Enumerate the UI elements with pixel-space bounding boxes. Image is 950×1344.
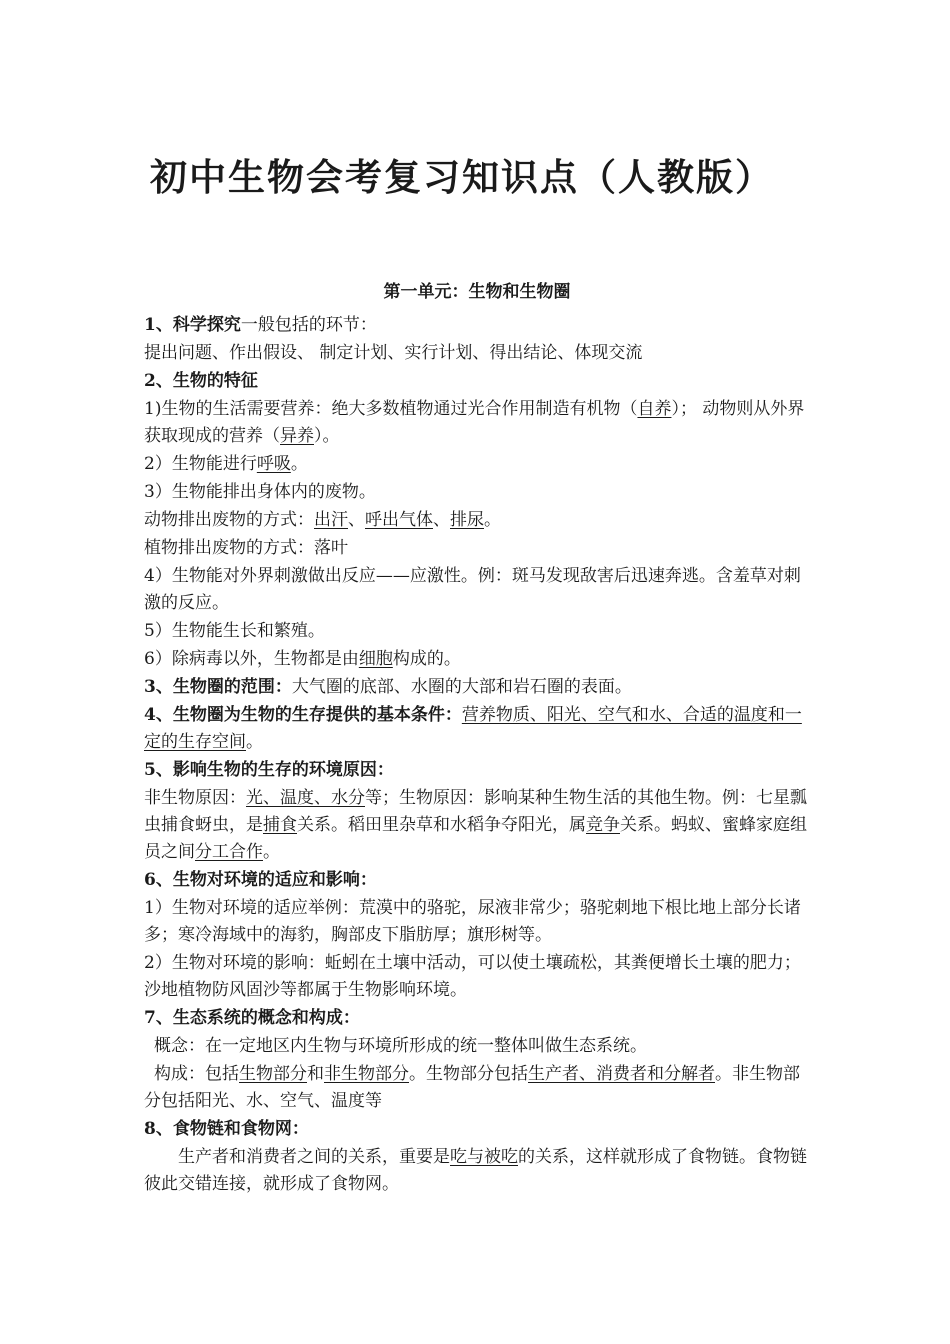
body-text: 3）生物能排出身体内的废物。 [144, 482, 376, 502]
unit-title: 第一单元：生物和生物圈 [383, 282, 571, 302]
underlined-key-term: 光、温度、水分 [246, 788, 365, 808]
body-text: 一般包括的环节： [240, 315, 377, 335]
bold-heading-text: 3、生物圈的范围： [144, 677, 292, 697]
body-text: 关系。稻田里杂草和水稻争夺阳光，属 [297, 815, 586, 835]
paragraph-7 [144, 507, 810, 534]
body-text: 的关系，这样就形成了食物链。食物链彼此交错连接，就形成了食物网。 [144, 1147, 807, 1194]
body-text: 6）除病毒以外，生物都是由 [144, 649, 359, 669]
document-title: 初中生物会考复习知识点（人教版） [150, 156, 774, 199]
paragraph-15 [144, 785, 810, 866]
document-body [144, 278, 810, 1199]
body-text: 大气圈的底部、水圈的大部和岩石圈的表面。 [291, 677, 632, 697]
body-text: 非生物原因： [144, 788, 246, 808]
paragraph-11 [144, 646, 810, 673]
body-text: 1)生物的生活需要营养：绝大多数植物通过光合作用制造有机物（ [144, 399, 638, 419]
paragraph-16 [144, 867, 810, 894]
body-text: ）。 [314, 426, 340, 446]
body-text: 构成：包括 [154, 1064, 239, 1084]
body-text: 5）生物能生长和繁殖。 [144, 621, 325, 641]
underlined-key-term: 细胞 [358, 649, 393, 669]
paragraph-8 [144, 535, 810, 562]
body-text: 提出问题、作出假设、 制定计划、实行计划、得出结论、体现交流 [144, 343, 643, 363]
body-text: ）； 动物则从外界获取现成的营养（ [144, 399, 805, 446]
paragraph-6 [144, 479, 810, 506]
paragraph-17 [144, 895, 810, 949]
paragraph-3 [144, 368, 810, 395]
paragraph-18 [144, 950, 810, 1004]
bold-heading-text: 7、生态系统的概念和构成： [144, 1008, 360, 1028]
paragraph-2 [144, 340, 810, 367]
bold-heading-text: 4、生物圈为生物的生存提供的基本条件： [144, 705, 462, 725]
bold-heading-text: 2、生物的特征 [144, 371, 258, 391]
bold-heading-text: 5、影响生物的生存的环境原因： [144, 760, 394, 780]
paragraph-19 [144, 1005, 810, 1032]
body-text: 、 [433, 510, 450, 530]
underlined-key-term: 出汗 [314, 510, 348, 530]
body-text: 。 [263, 842, 280, 862]
paragraph-20 [144, 1033, 810, 1060]
underlined-key-term: 捕食 [263, 815, 297, 835]
underlined-key-term: 生物部分 [239, 1064, 307, 1084]
paragraph-23 [144, 1144, 810, 1198]
underlined-key-term: 营养物质、阳光、空气和水、合适的温度和一定的生存空间 [144, 705, 802, 752]
underlined-key-term: 竞争 [586, 815, 620, 835]
paragraph-5 [144, 451, 810, 478]
underlined-key-term: 生产者、消费者和分解者 [528, 1064, 715, 1084]
body-text: 。 [290, 454, 308, 474]
body-text: 构成的。 [392, 649, 461, 669]
body-text: 4）生物能对外界刺激做出反应——应激性。例：斑马发现敌害后迅速奔逃。含羞草对刺激的反应。 [144, 566, 801, 613]
paragraph-13 [144, 702, 810, 756]
bold-heading-text: 6、生物对环境的适应和影响： [144, 870, 377, 890]
paragraph-4 [144, 396, 810, 450]
body-text: 1）生物对环境的适应举例：荒漠中的骆驼，尿液非常少；骆驼刺地下根比地上部分长诸多；寒冷海域中的海豹，胸部皮下脂肪厚；旗形树等。 [144, 898, 801, 945]
body-text: 2）生物对环境的影响：蚯蚓在土壤中活动，可以使土壤疏松，其粪便增长土壤的肥力；沙地植物防风固沙等都属于生物影响环境。 [144, 953, 801, 1000]
paragraph-12 [144, 674, 810, 701]
paragraph-14 [144, 757, 810, 784]
body-text: 、 [348, 510, 365, 530]
body-text: 等；生物原因：影响某种生物生活的其他生物。例：七星瓢虫捕食蚜虫，是 [144, 788, 807, 835]
body-text: 2）生物能进行 [144, 454, 257, 474]
paragraph-9 [144, 563, 810, 617]
body-text: 。 [484, 510, 501, 530]
underlined-key-term: 排尿 [450, 510, 484, 530]
underlined-key-term: 呼吸 [256, 454, 291, 474]
underlined-key-term: 分工合作 [195, 842, 263, 862]
underlined-key-term: 异养 [280, 426, 314, 446]
body-text: 生产者和消费者之间的关系，重要是 [178, 1147, 450, 1167]
paragraph-10 [144, 618, 810, 645]
paragraph-22 [144, 1116, 810, 1143]
underlined-key-term: 呼出气体 [365, 510, 433, 530]
body-text: 动物排出废物的方式： [144, 510, 314, 530]
body-text: 。 [246, 732, 263, 752]
bold-heading-text: 8、食物链和食物网： [144, 1119, 309, 1139]
bold-heading-text: 1、科学探究 [144, 315, 241, 335]
body-text: 。生物部分包括 [409, 1064, 528, 1084]
body-text: 和 [307, 1064, 324, 1084]
body-text: 植物排出废物的方式：落叶 [144, 538, 348, 558]
underlined-key-term: 吃与被吃 [450, 1147, 518, 1167]
paragraph-21 [144, 1061, 810, 1115]
underlined-key-term: 自养 [637, 399, 672, 419]
body-text: 关系。蚂蚁、蜜蜂家庭组员之间 [144, 815, 807, 862]
body-text: 。非生物部分包括阳光、水、空气、温度等 [144, 1064, 800, 1111]
paragraph-1 [144, 312, 810, 339]
underlined-key-term: 非生物部分 [324, 1064, 409, 1084]
body-text: 概念：在一定地区内生物与环境所形成的统一整体叫做生态系统。 [154, 1036, 647, 1056]
